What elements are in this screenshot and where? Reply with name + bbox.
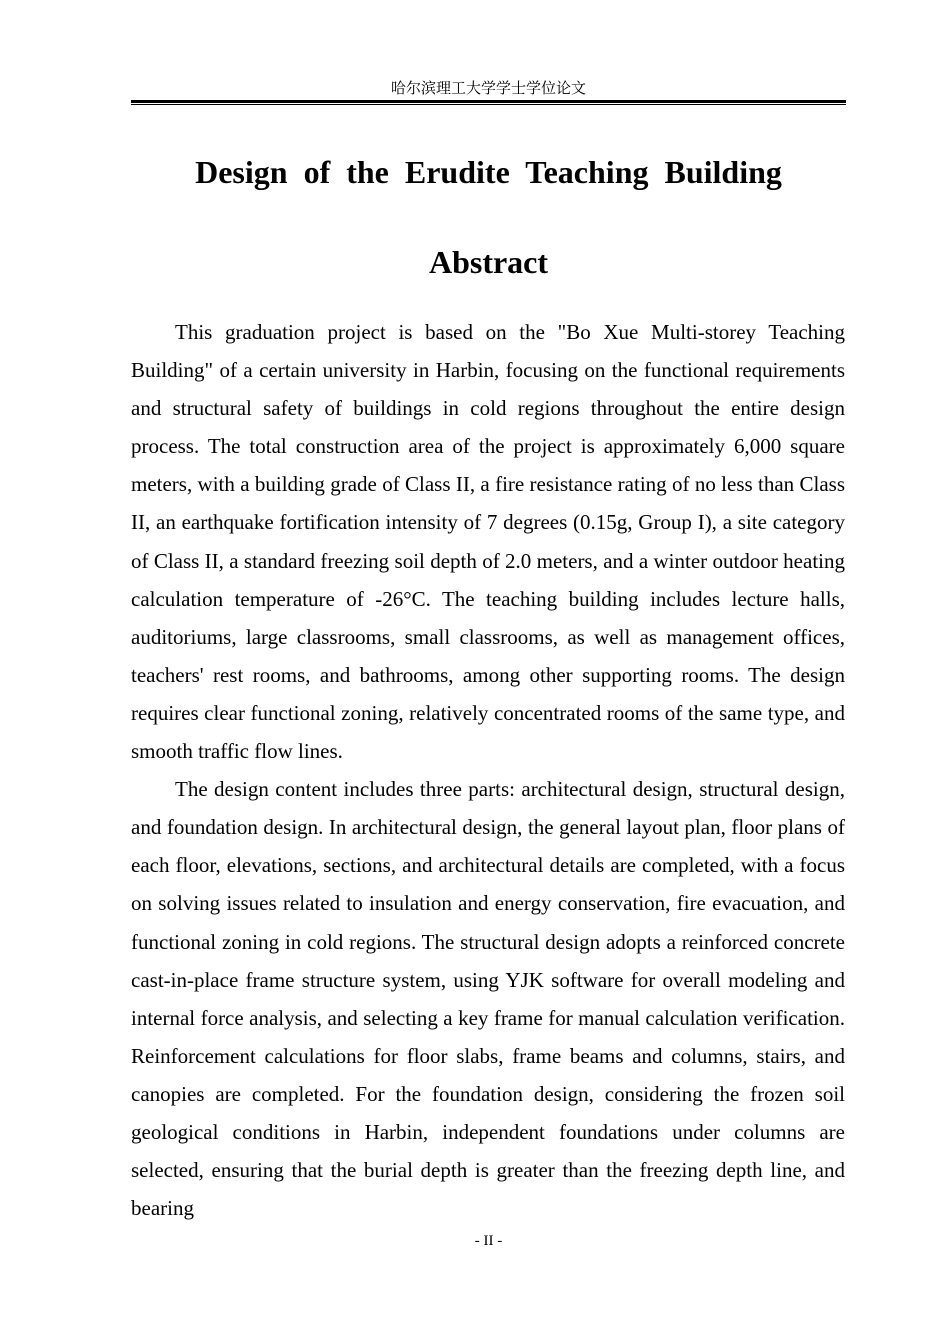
running-header: 哈尔滨理工大学学士学位论文 [390,79,586,97]
abstract-heading: Abstract [428,244,549,280]
document-title: Design of the Erudite Teaching Building [195,154,782,190]
abstract-body [131,313,845,1227]
header-rule-thin [131,104,846,105]
abstract-paragraph-1: This graduation project is based on the "Bo Xue Multi-storey Teaching Building" of a certain university in Harbin, focusing on the functional requirements and structural safety of buildings in cold regions throughout the entire design process. The total construction area of the project is approximately 6,000 square meters, with a building grade of Class II, a fire resistance rating of no less than Class II, an earthquake fortification intensity of 7 degrees (0.15g, Group I), a site category of Class II, a standard freezing soil depth of 2.0 meters, and a winter outdoor heating calculation temperature of -26°C. The teaching building includes lecture halls, auditoriums, large classrooms, small classrooms, as well as management offices, teachers' rest rooms, and bathrooms, among other supporting rooms. The design requires clear functional zoning, relatively concentrated rooms of the same type, and smooth traffic flow lines. [131,320,845,764]
page-number: - II - [474,1233,503,1249]
abstract-paragraph-2: The design content includes three parts: architectural design, structural design, and foundation design. In architectural design, the general layout plan, floor plans of each floor, elevations, sections, and architectural details are completed, with a focus on solving issues related to insulation and energy conservation, fire evacuation, and functional zoning in cold regions. The structural design adopts a reinforced concrete cast-in-place frame structure system, using YJK software for overall modeling and internal force analysis, and selecting a key frame for manual calculation verification. Reinforcement calculations for floor slabs, frame beams and columns, stairs, and canopies are completed. For the foundation design, considering the frozen soil geological conditions in Harbin, independent foundations under columns are selected, ensuring that the burial depth is greater than the freezing depth line, and bearing [131,777,845,1221]
header-rule-thick [131,100,846,103]
